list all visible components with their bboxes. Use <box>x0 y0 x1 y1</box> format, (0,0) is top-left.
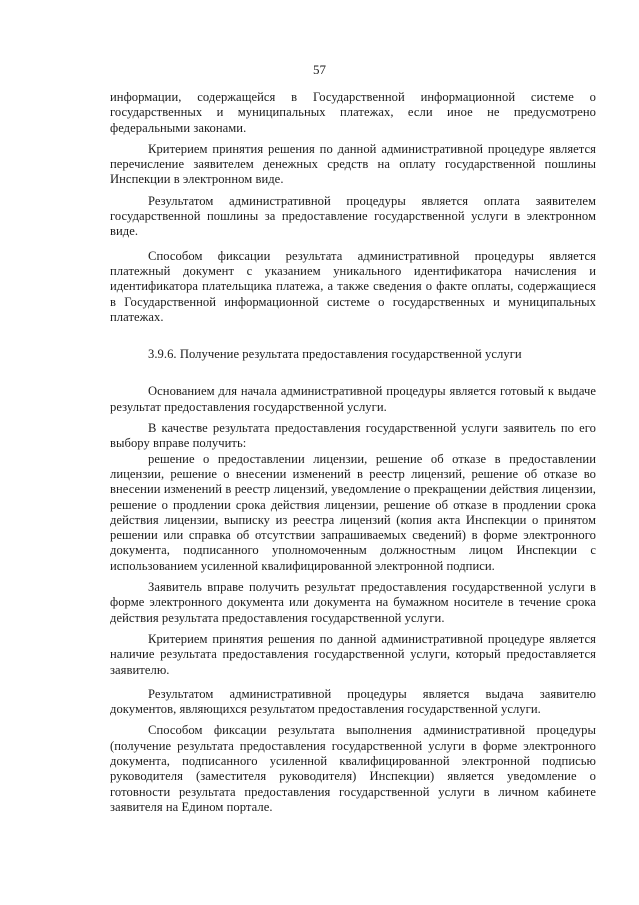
paragraph-payment-info-continuation: информации, содержащейся в Государственной информационной системе о государственных и муниципальных платежах, если иное не предусмотрено федеральными законами. <box>110 90 596 135</box>
paragraph-payment-result: Результатом административной процедуры является оплата заявителем государственной пошлины за предоставление государственной услуги в электронном виде. <box>110 193 596 239</box>
paragraph-receipt-form: Заявитель вправе получить результат предоставления государственной услуги в форме электронного документа или документа на бумажном носителе в течение срока действия результата предоставления государственной услуги. <box>110 580 596 625</box>
page-number: 57 <box>313 62 326 77</box>
paragraph-receipt-fixation: Способом фиксации результата выполнения административной процедуры (получение результата предоставления государственной услуги в форме электронного документа, подписанного усиленной квалифицированной электронной подписью руководителя (заместителя руководителя) Инспекции) является уведомление о готовности результата предоставления государственной услуги в личном кабинете заявителя на Едином портале. <box>110 723 596 814</box>
paragraph-payment-fixation: Способом фиксации результата административной процедуры является платежный документ с указанием уникального идентификатора начисления и идентификатора плательщика платежа, а также сведения о факте оплаты, содержащиеся в Государственной информационной системе о государственных и муниципальных платежах. <box>110 248 596 324</box>
paragraph-payment-criterion: Критерием принятия решения по данной административной процедуре является перечисление заявителем денежных средств на оплату государственной пошлины Инспекции в электронном виде. <box>110 141 596 187</box>
paragraph-receipt-result: Результатом административной процедуры является выдача заявителю документов, являющихся результатом предоставления государственной услуги. <box>110 686 596 717</box>
paragraph-receipt-basis: Основанием для начала административной процедуры является готовый к выдаче результат предоставления государственной услуги. <box>110 384 596 414</box>
paragraph-receipt-documents-list: решение о предоставлении лицензии, решение об отказе в предоставлении лицензии, решение о внесении изменений в реестр лицензий, решение об отказе во внесении изменений в реестр лицензий, уведомление о прекращении действия лицензии, решение о продлении срока действия лицензии, решение об отказе в продлении срока действия лицензии, выписку из реестра лицензий (копия акта Инспекции о принятом решении или справка об отсутствии запрашиваемых сведений) в форме электронного документа, подписанного уполномоченным должностным лицом Инспекции с использованием усиленной квалифицированной электронной подписи. <box>110 451 596 573</box>
section-heading-3-9-6: 3.9.6. Получение результата предоставления государственной услуги <box>148 347 522 362</box>
paragraph-receipt-criterion: Критерием принятия решения по данной административной процедуре является наличие результата предоставления государственной услуги, который предоставляется заявителю. <box>110 631 596 677</box>
page-body <box>110 90 596 815</box>
paragraph-receipt-choice: В качестве результата предоставления государственной услуги заявитель по его выбору вправе получить: <box>110 421 596 451</box>
